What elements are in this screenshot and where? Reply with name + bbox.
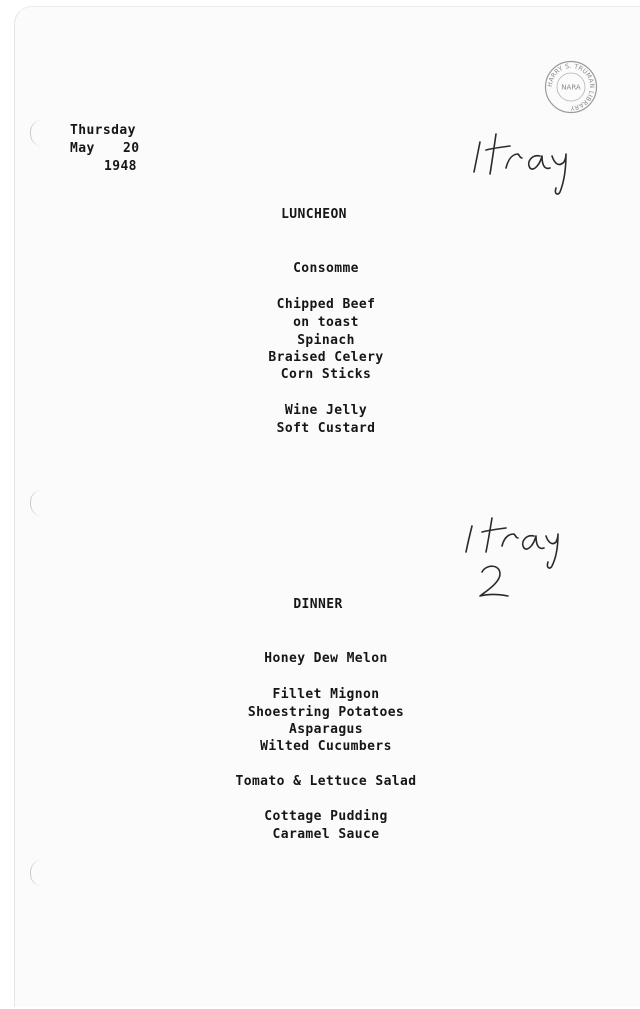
- handwritten-note-top: [466, 128, 592, 200]
- luncheon-item: Spinach: [297, 333, 355, 348]
- luncheon-item: Braised Celery: [268, 350, 384, 365]
- dinner-item: Fillet Mignon: [272, 687, 380, 702]
- dinner-item: Asparagus: [288, 722, 364, 737]
- dinner-item: Shoestring Potatoes: [247, 705, 405, 720]
- stamp-ring-text: HARRY S. TRUMAN LIBRARY: [546, 62, 596, 112]
- dinner-item: Wilted Cucumbers: [260, 739, 392, 754]
- date-date: 20: [123, 141, 140, 156]
- luncheon-item: Corn Sticks: [280, 367, 372, 382]
- dinner-item: Honey Dew Melon: [264, 651, 388, 666]
- dinner-item: Caramel Sauce: [272, 827, 380, 842]
- dinner-item: Tomato & Lettuce Salad: [235, 774, 417, 789]
- dinner-item: Cottage Pudding: [264, 809, 388, 824]
- archive-stamp-icon: [544, 60, 598, 114]
- luncheon-item: Chipped Beef: [276, 297, 376, 312]
- luncheon-heading: LUNCHEON: [281, 207, 347, 222]
- date-day: Thursday: [70, 123, 136, 138]
- luncheon-item: on toast: [293, 315, 359, 330]
- luncheon-item: Wine Jelly: [284, 403, 368, 418]
- dinner-heading: DINNER: [293, 597, 343, 612]
- luncheon-item: Consomme: [293, 261, 359, 276]
- date-month: May: [70, 141, 95, 156]
- luncheon-item: Soft Custard: [276, 421, 376, 436]
- stamp-center-text: NARA: [561, 83, 581, 92]
- date-year: 1948: [104, 159, 137, 174]
